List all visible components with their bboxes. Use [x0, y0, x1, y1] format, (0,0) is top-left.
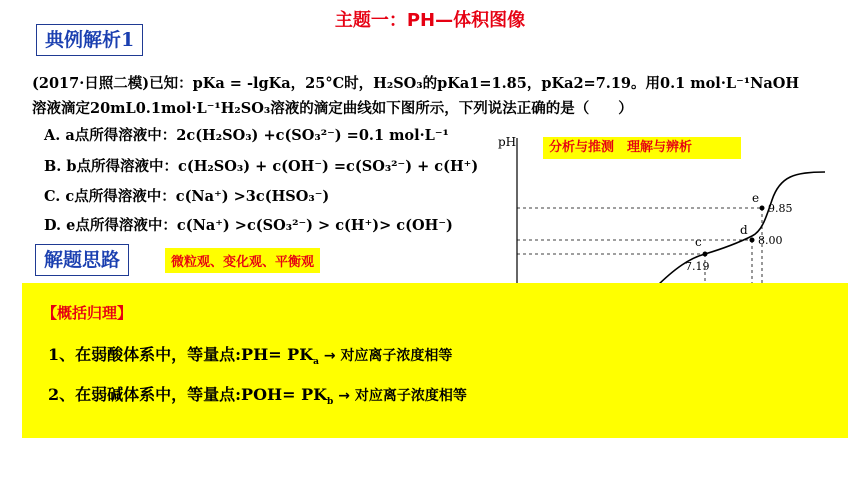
option-text: e点所得溶液中：c(Na⁺) >c(SO₃²⁻) > c(H⁺)> c(OH⁻) [66, 217, 453, 234]
summary-line-1-sub: a [313, 357, 319, 368]
option-letter: D. [44, 217, 62, 234]
option-c [44, 185, 329, 206]
option-a [44, 124, 449, 145]
titration-chart [490, 128, 835, 288]
analysis-tag: 分析与推测 理解与辨析 [543, 137, 741, 159]
point-c [703, 252, 708, 257]
example-label: 典例解析1 [36, 24, 143, 56]
question-intro-line2: 溶液滴定20mL0.1mol·L⁻¹H₂SO₃溶液的滴定曲线如下图所示，下列说法正确的是（ ） [32, 100, 633, 117]
summary-line-1-arrow: → [318, 348, 341, 364]
approach-label: 解题思路 [35, 244, 129, 276]
summary-title: 【概括归理】 [42, 304, 133, 322]
option-text: c点所得溶液中：c(Na⁺) >3c(HSO₃⁻) [65, 188, 330, 205]
option-text: b点所得溶液中：c(H₂SO₃) + c(OH⁻) =c(SO₃²⁻) + c(H⁺) [66, 158, 479, 175]
value-label-e: 9.85 [768, 202, 793, 215]
point-label-c: c [695, 235, 702, 249]
summary-line-1 [48, 342, 452, 367]
value-label-d: 8.00 [758, 233, 783, 247]
summary-line-2-prefix: 2、在弱碱体系中，等量点:POH= PK [48, 385, 328, 404]
summary-line-2-sub: b [327, 397, 334, 408]
question-intro-line1: (2017·日照二模)已知：pKa = -lgKa，25°C时，H₂SO₃的pKa1=1.85，pKa2=7.19。用0.1 mol·L⁻¹NaOH [32, 75, 800, 92]
views-tag: 微粒观、变化观、平衡观 [165, 248, 320, 273]
point-e [760, 206, 765, 211]
option-letter: B. [44, 158, 62, 175]
option-d [44, 214, 453, 235]
summary-line-1-prefix: 1、在弱酸体系中，等量点:PH= PK [48, 345, 314, 364]
option-text: a点所得溶液中：2c(H₂SO₃) +c(SO₃²⁻) =0.1 mol·L⁻¹ [65, 127, 449, 144]
summary-line-2 [48, 382, 467, 407]
option-letter: A. [44, 127, 61, 144]
y-axis-label: pH [498, 135, 517, 149]
summary-line-1-conclusion: 对应离子浓度相等 [340, 348, 453, 364]
point-d [750, 237, 755, 242]
point-label-d: d [740, 222, 748, 237]
point-label-e: e [752, 191, 760, 205]
summary-line-2-arrow: → [333, 388, 355, 404]
value-label-c: 7.19 [685, 260, 710, 273]
summary-line-2-conclusion: 对应离子浓度相等 [354, 388, 467, 404]
option-letter: C. [44, 188, 61, 205]
topic-title: 主题一：PH—体积图像 [334, 10, 526, 31]
option-b [44, 155, 478, 176]
